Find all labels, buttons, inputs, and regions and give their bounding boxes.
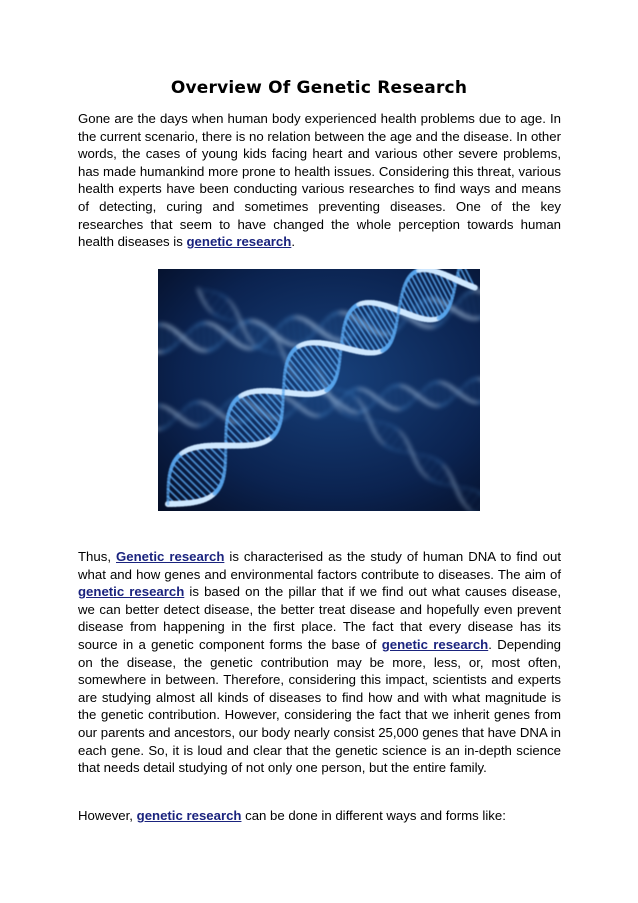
definition-text-3: . Depending on the disease, the genetic contribution may be more, less, or, most often, somewhere in between. Therefore, considering this impact, scientists and experts are studying almost all kinds of diseases to find how and with what magnitude is the genetic contribution. However, considering the fact that we inherit genes from our parents and ancestors, our body nearly consist 25,000 genes that have DNA in each gene. So, it is loud and clear that the genetic science is an in-depth science that needs detail studying of not only one person, but the entire family. (78, 636, 561, 776)
page-title: Overview Of Genetic Research (170, 78, 468, 98)
dna-helix-icon (158, 269, 480, 511)
intro-end: . (291, 234, 295, 250)
dna-helix-image (158, 269, 480, 511)
definition-text-2: is based on the pillar that if we find out what causes disease, we can better detect disease, the better treat disease and hopefully even prevent disease from happening in the first place. The fact that every disease has its source in a genetic component forms the base of (78, 584, 561, 652)
definition-text-1: is characterised as the study of human DNA to find out what and how genes and environmental factors contribute to diseases. The aim of (78, 549, 561, 582)
genetic-research-link-1[interactable]: Genetic research (116, 549, 225, 564)
genetic-research-link-3[interactable]: genetic research (381, 636, 489, 652)
methods-paragraph (78, 807, 561, 825)
methods-intro: However, (78, 808, 137, 823)
intro-text: Gone are the days when human body experienced health problems due to age. In the current scenario, there is no relation between the age and the disease. In other words, the cases of young kids facing heart and various other severe problems, has made humankind more prone to health issues. Considering this threat, various health experts have been conducting various researches to find ways and means of detecting, curing and sometimes preventing diseases. One of the key researches that seem to have changed the whole perception towards human health diseases is (78, 111, 561, 250)
definition-paragraph (78, 548, 561, 777)
intro-paragraph (78, 110, 561, 251)
definition-intro: Thus, (78, 549, 116, 564)
genetic-research-link-2[interactable]: genetic research (78, 584, 185, 600)
genetic-research-link-4[interactable]: genetic research (136, 808, 242, 823)
methods-text: can be done in different ways and forms like: (241, 808, 506, 823)
genetic-research-link[interactable]: genetic research (186, 234, 292, 250)
